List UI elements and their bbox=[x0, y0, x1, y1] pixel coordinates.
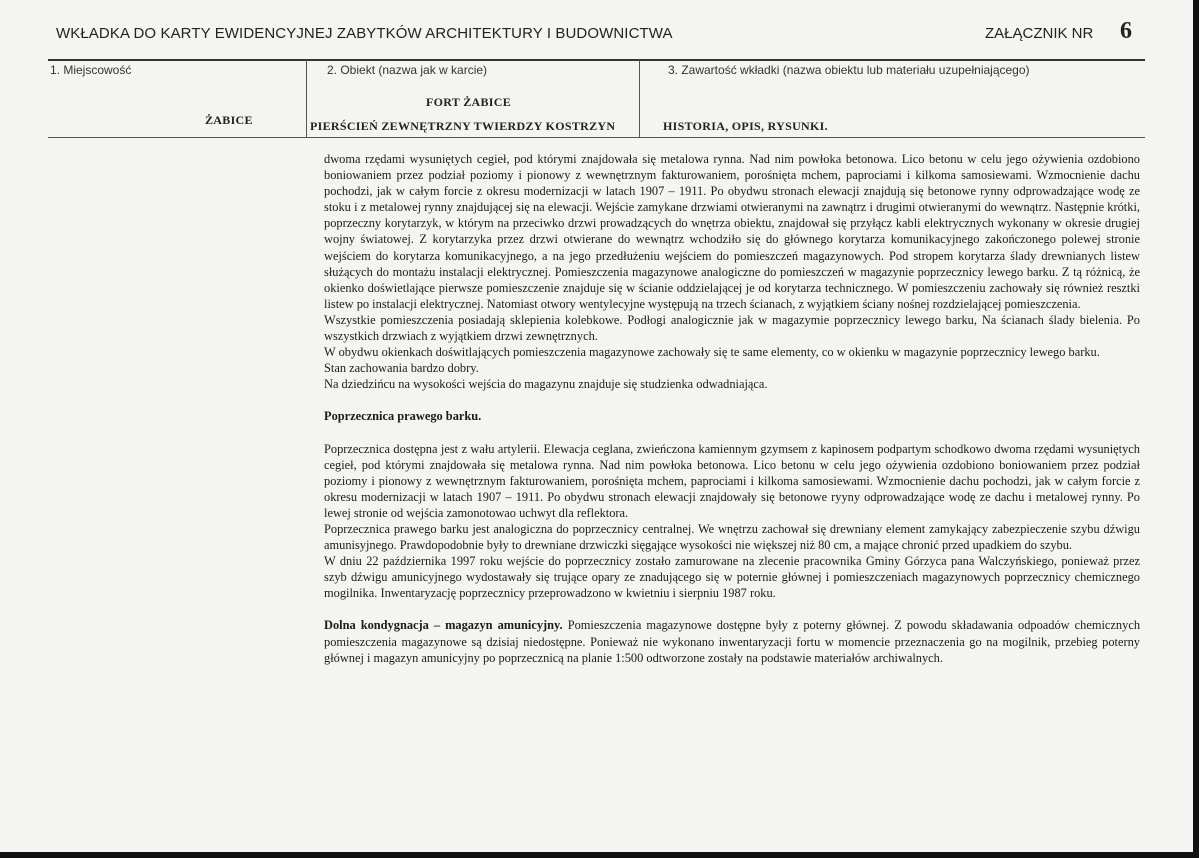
paragraph bbox=[324, 617, 1140, 665]
paragraph: Wszystkie pomieszczenia posiadają sklepienia kolebkowe. Podłogi analogicznie jak w magazymie poprzecznicy lewego barku, Na ścianach ślady bielenia. Po wszystkich drzwiach z wyjątkiem drzwi zewnętrznych. bbox=[324, 312, 1140, 344]
column-divider-2 bbox=[639, 60, 640, 138]
paragraph-text: Pomieszczenia magazynowe dostępne były z poterny głównej. Z powodu składawania odpoadów chemicznych pomieszczenia magazynowe są dzisiaj niedostępne. Ponieważ nie wykonano inwentaryzacji fortu w momencie przeznaczenia go na mogilnik, przebieg poterny głównej i magazyn amunicyjny po poprzecznicą na planie 1:500 odtworzone zostały na podstawie materiałów archiwalnych. bbox=[324, 618, 1141, 665]
header-rule-top bbox=[48, 59, 1145, 61]
section-heading: Poprzecznica prawego barku. bbox=[324, 409, 482, 424]
annex-number: 6 bbox=[1120, 18, 1132, 44]
object-name: FORT ŻABICE bbox=[426, 95, 512, 109]
paragraph: Na dziedzińcu na wysokości wejścia do magazynu znajduje się studzienka odwadniająca. bbox=[324, 377, 768, 392]
paragraph: dwoma rzędami wysuniętych cegieł, pod którymi znajdowała się metalowa rynna. Nad nim powłoka betonowa. Lico betonu w celu jego ożywienia ozdobiono boniowaniem przez podział poziomy i pionowy z wewnętrznym fakturowaniem, porośnięta mchem, paprociami i kilkoma samosiewami. Wzmocnienie dachu pochodzi, jak w całym forcie z okresu modernizacji w latach 1907 – 1911. Po obydwu stronach elewacji znajdują się betonowe rynny odprowadzające wodę ze stoku i z metalowej rynny znajdującej się na elewacji. Wejście zamykane drzwiami otwieranymi na zawnątrz i drugimi otwieranymi do wewnątrz. Następnie krótki, poprzeczny korytarzyk, w którym na przeciwko drzwi prowadzących do wnętrza obiektu, znajdował się przyłącz kabli elektrycznych wykonany w okresie drugiej wojny światowej. Z korytarzyka przez drzwi otwierane do wewnątrz wchodziło się do głównego korytarza komunikacyjnego zakończonego polewej stronie wejściem do korytarza komunikacyjnego, a na jego przedłużeniu wejściem do pomieszczeń magazynowych. Pod stropem korytarza ślady drewnianych listew służących do montażu instalacji elektrycznej. Pomieszczenia magazynowe analogiczne do pomieszczeń w magazynie poprzecznicy lewego barku. Z tą różnicą, że okienko doświetlające pierwsze pomieszczenie znajduje się w ścianie oddzielającej je od korytarza technicznego. W pomieszczeniu zachowały się również resztki listew po instalacji elektrycznej. Natomiast otwory wentylecyjne występują na trzech ścianach, z wyjątkiem ściany nośnej rozdzielającej pomieszczenia. bbox=[324, 152, 1140, 311]
column-divider-1 bbox=[306, 60, 307, 138]
paragraph: Stan zachowania bardzo dobry. bbox=[324, 361, 479, 376]
annex-label: ZAŁĄCZNIK NR bbox=[985, 25, 1094, 42]
body-text bbox=[324, 151, 1140, 666]
location-label: 1. Miejscowość bbox=[50, 63, 132, 77]
location-value: ŻABICE bbox=[205, 113, 253, 127]
header-rule-bottom bbox=[48, 137, 1145, 138]
object-subname: PIERŚCIEŃ ZEWNĘTRZNY TWIERDZY KOSTRZYN bbox=[310, 119, 616, 133]
paragraph: W obydwu okienkach doświtlających pomieszczenia magazynowe zachowały się te same elementy, co w okienku w magazynie poprzecznicy lewego barku. bbox=[324, 345, 1100, 360]
form-title: WKŁADKA DO KARTY EWIDENCYJNEJ ZABYTKÓW ARCHITEKTURY I BUDOWNICTWA bbox=[56, 25, 673, 42]
contents-label: 3. Zawartość wkładki (nazwa obiektu lub materiału uzupełniającego) bbox=[668, 63, 1030, 77]
contents-value: HISTORIA, OPIS, RYSUNKI. bbox=[663, 119, 828, 133]
object-label: 2. Obiekt (nazwa jak w karcie) bbox=[327, 63, 488, 77]
paragraph: W dniu 22 października 1997 roku wejście do poprzecznicy zostało zamurowane na zlecenie pracownika Gminy Górzyca pana Walczyńskiego, ponieważ przez szyb dźwigu amunicyjnego wydostawały się trujące opary ze znadującego się w poternie głównej i pomieszczeniach magazynowych poprzecznicy chemicznego mogilnika. Inwentaryzację poprzecznicy przeprowadzono w kwietniu i sierpniu 1987 roku. bbox=[324, 554, 1140, 601]
paragraph: Poprzecznica prawego barku jest analogiczna do poprzecznicy centralnej. We wnętrzu zachował się drewniany element zamykający zabezpieczenie szybu dźwigu amunisyjnego. Prawdopodobnie były to drewniane drzwiczki sięgające wysokości nie większej niż 80 cm, a mające chronić przed upadkiem do szybu. bbox=[324, 521, 1140, 553]
section-heading-inline: Dolna kondygnacja – magazyn amunicyjny. bbox=[324, 618, 563, 633]
paragraph: Poprzecznica dostępna jest z wału artylerii. Elewacja ceglana, zwieńczona kamiennym gzymsem z kapinosem podpartym schodkowo dwoma rzędami wysuniętych cegieł, pod którymi znajdowała się metalowa rynna. Nad nim powłoka betonowa. Lico betonu w celu jego ożywienia ozdobiono boniowaniem przez podział poziomy i pionowy z wewnętrznym fakturowaniem, porośnięta mchem, paprociami i kilkoma samosiewami. Wzmocnienie dachu pochodzi, jak w całym forcie z okresu modernizacji w latach 1907 – 1911. Po obydwu stronach elewacji znajdowały się betonowe ryyny odprowadzające wodę ze dachu i metalowej rynny. Po lewej stronie od wejścia zamonotowao uchwyt dla reflektora. bbox=[324, 441, 1140, 520]
